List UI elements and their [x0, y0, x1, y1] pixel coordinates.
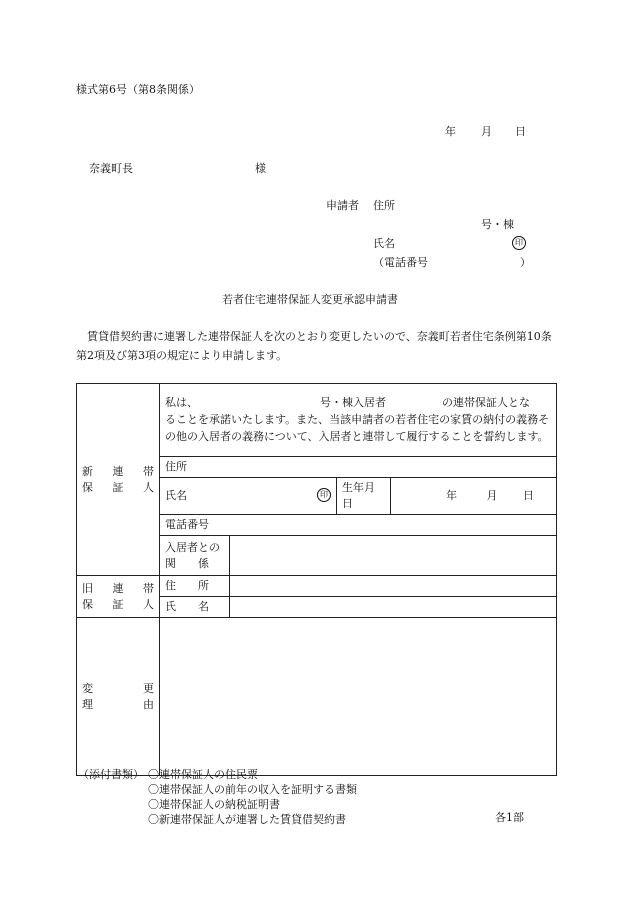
new-name-label: 氏名	[165, 489, 187, 502]
change-reason-header	[77, 618, 160, 776]
dob-month: 月	[486, 489, 498, 502]
attachments-label: （添付書類）	[78, 768, 144, 781]
applicant-name-label: 氏名	[373, 237, 395, 250]
attachment-item: 〇連帯保証人の前年の収入を証明する書類	[148, 783, 357, 796]
old-guarantor-label-line1: 旧 連 帯	[82, 581, 154, 595]
attachments-section	[78, 767, 357, 826]
change-reason-value-cell[interactable]	[160, 618, 557, 776]
old-guarantor-header	[77, 576, 160, 618]
dob-year: 年	[446, 489, 457, 502]
new-address-cell[interactable]	[160, 457, 557, 478]
attachment-copies: 各1部	[495, 811, 524, 824]
new-phone-label: 電話番号	[165, 518, 209, 531]
oath-text-rest: ることを承諾いたします。また、当該申請者の若者住宅の家賃の納付の義務その他の入居者の義務について、入居者と連帯して履行することを誓約します。	[165, 412, 550, 443]
seal-mark-icon: 印	[317, 488, 331, 502]
old-name-label: 氏 名	[165, 600, 209, 613]
dob-value-cell[interactable]	[391, 478, 557, 515]
relation-label-line2: 関 係	[165, 556, 209, 570]
attachment-item: 〇連帯保証人の住民票	[148, 768, 258, 781]
relation-label-line1: 入居者との	[165, 540, 220, 554]
seal-mark-icon: 印	[512, 236, 526, 250]
date-day-label: 日	[515, 125, 526, 138]
new-address-label: 住所	[165, 460, 187, 473]
dob-label: 生年月日	[342, 481, 375, 510]
dob-day: 日	[523, 489, 534, 502]
body-paragraph: 賃貸借契約書に連署した連帯保証人を次のとおり変更したいので、奈義町若者住宅条例第10条第2項及び第3項の規定により申請します。	[76, 330, 552, 362]
date-month-label: 月	[481, 125, 492, 138]
document-title: 若者住宅連帯保証人変更承認申請書	[222, 293, 398, 306]
applicant-phone-close: ）	[520, 256, 531, 269]
oath-text-a: 私は、	[165, 395, 198, 409]
oath-cell	[160, 384, 557, 457]
change-reason-label-line1: 変 更	[82, 681, 154, 695]
old-address-label: 住 所	[165, 579, 209, 592]
old-name-label-cell	[160, 597, 230, 618]
applicant-room-suffix: 号・棟	[481, 218, 514, 231]
new-guarantor-header	[77, 384, 160, 576]
applicant-label: 申請者	[326, 199, 359, 212]
applicant-address-label: 住所	[373, 199, 395, 212]
addressee-honorific: 様	[255, 162, 266, 175]
form-number: 様式第6号（第8条関係）	[76, 83, 200, 96]
oath-text-b: 号・棟入居者	[320, 395, 386, 409]
attachment-item: 〇連帯保証人の納税証明書	[148, 798, 280, 811]
dob-label-cell	[337, 478, 391, 515]
guarantor-change-table	[76, 383, 557, 776]
new-phone-cell[interactable]	[160, 515, 557, 536]
oath-text-c: の連帯保証人とな	[442, 395, 530, 409]
old-address-label-cell	[160, 576, 230, 597]
old-name-value-cell[interactable]	[230, 597, 557, 618]
new-name-cell[interactable]	[160, 478, 337, 515]
change-reason-label-line2: 理 由	[82, 697, 154, 711]
addressee-mayor: 奈義町長	[89, 162, 133, 175]
new-guarantor-label-line1: 新 連 帯	[82, 464, 154, 478]
attachment-item: 〇新連帯保証人が連署した賃貸借契約書	[148, 813, 346, 826]
applicant-phone-label: （電話番号	[373, 256, 428, 269]
old-address-value-cell[interactable]	[230, 576, 557, 597]
old-guarantor-label-line2: 保 証 人	[82, 597, 154, 611]
date-year-label: 年	[445, 125, 456, 138]
relation-label-cell	[160, 536, 230, 576]
relation-value-cell[interactable]	[230, 536, 557, 576]
new-guarantor-label-line2: 保 証 人	[82, 480, 154, 494]
